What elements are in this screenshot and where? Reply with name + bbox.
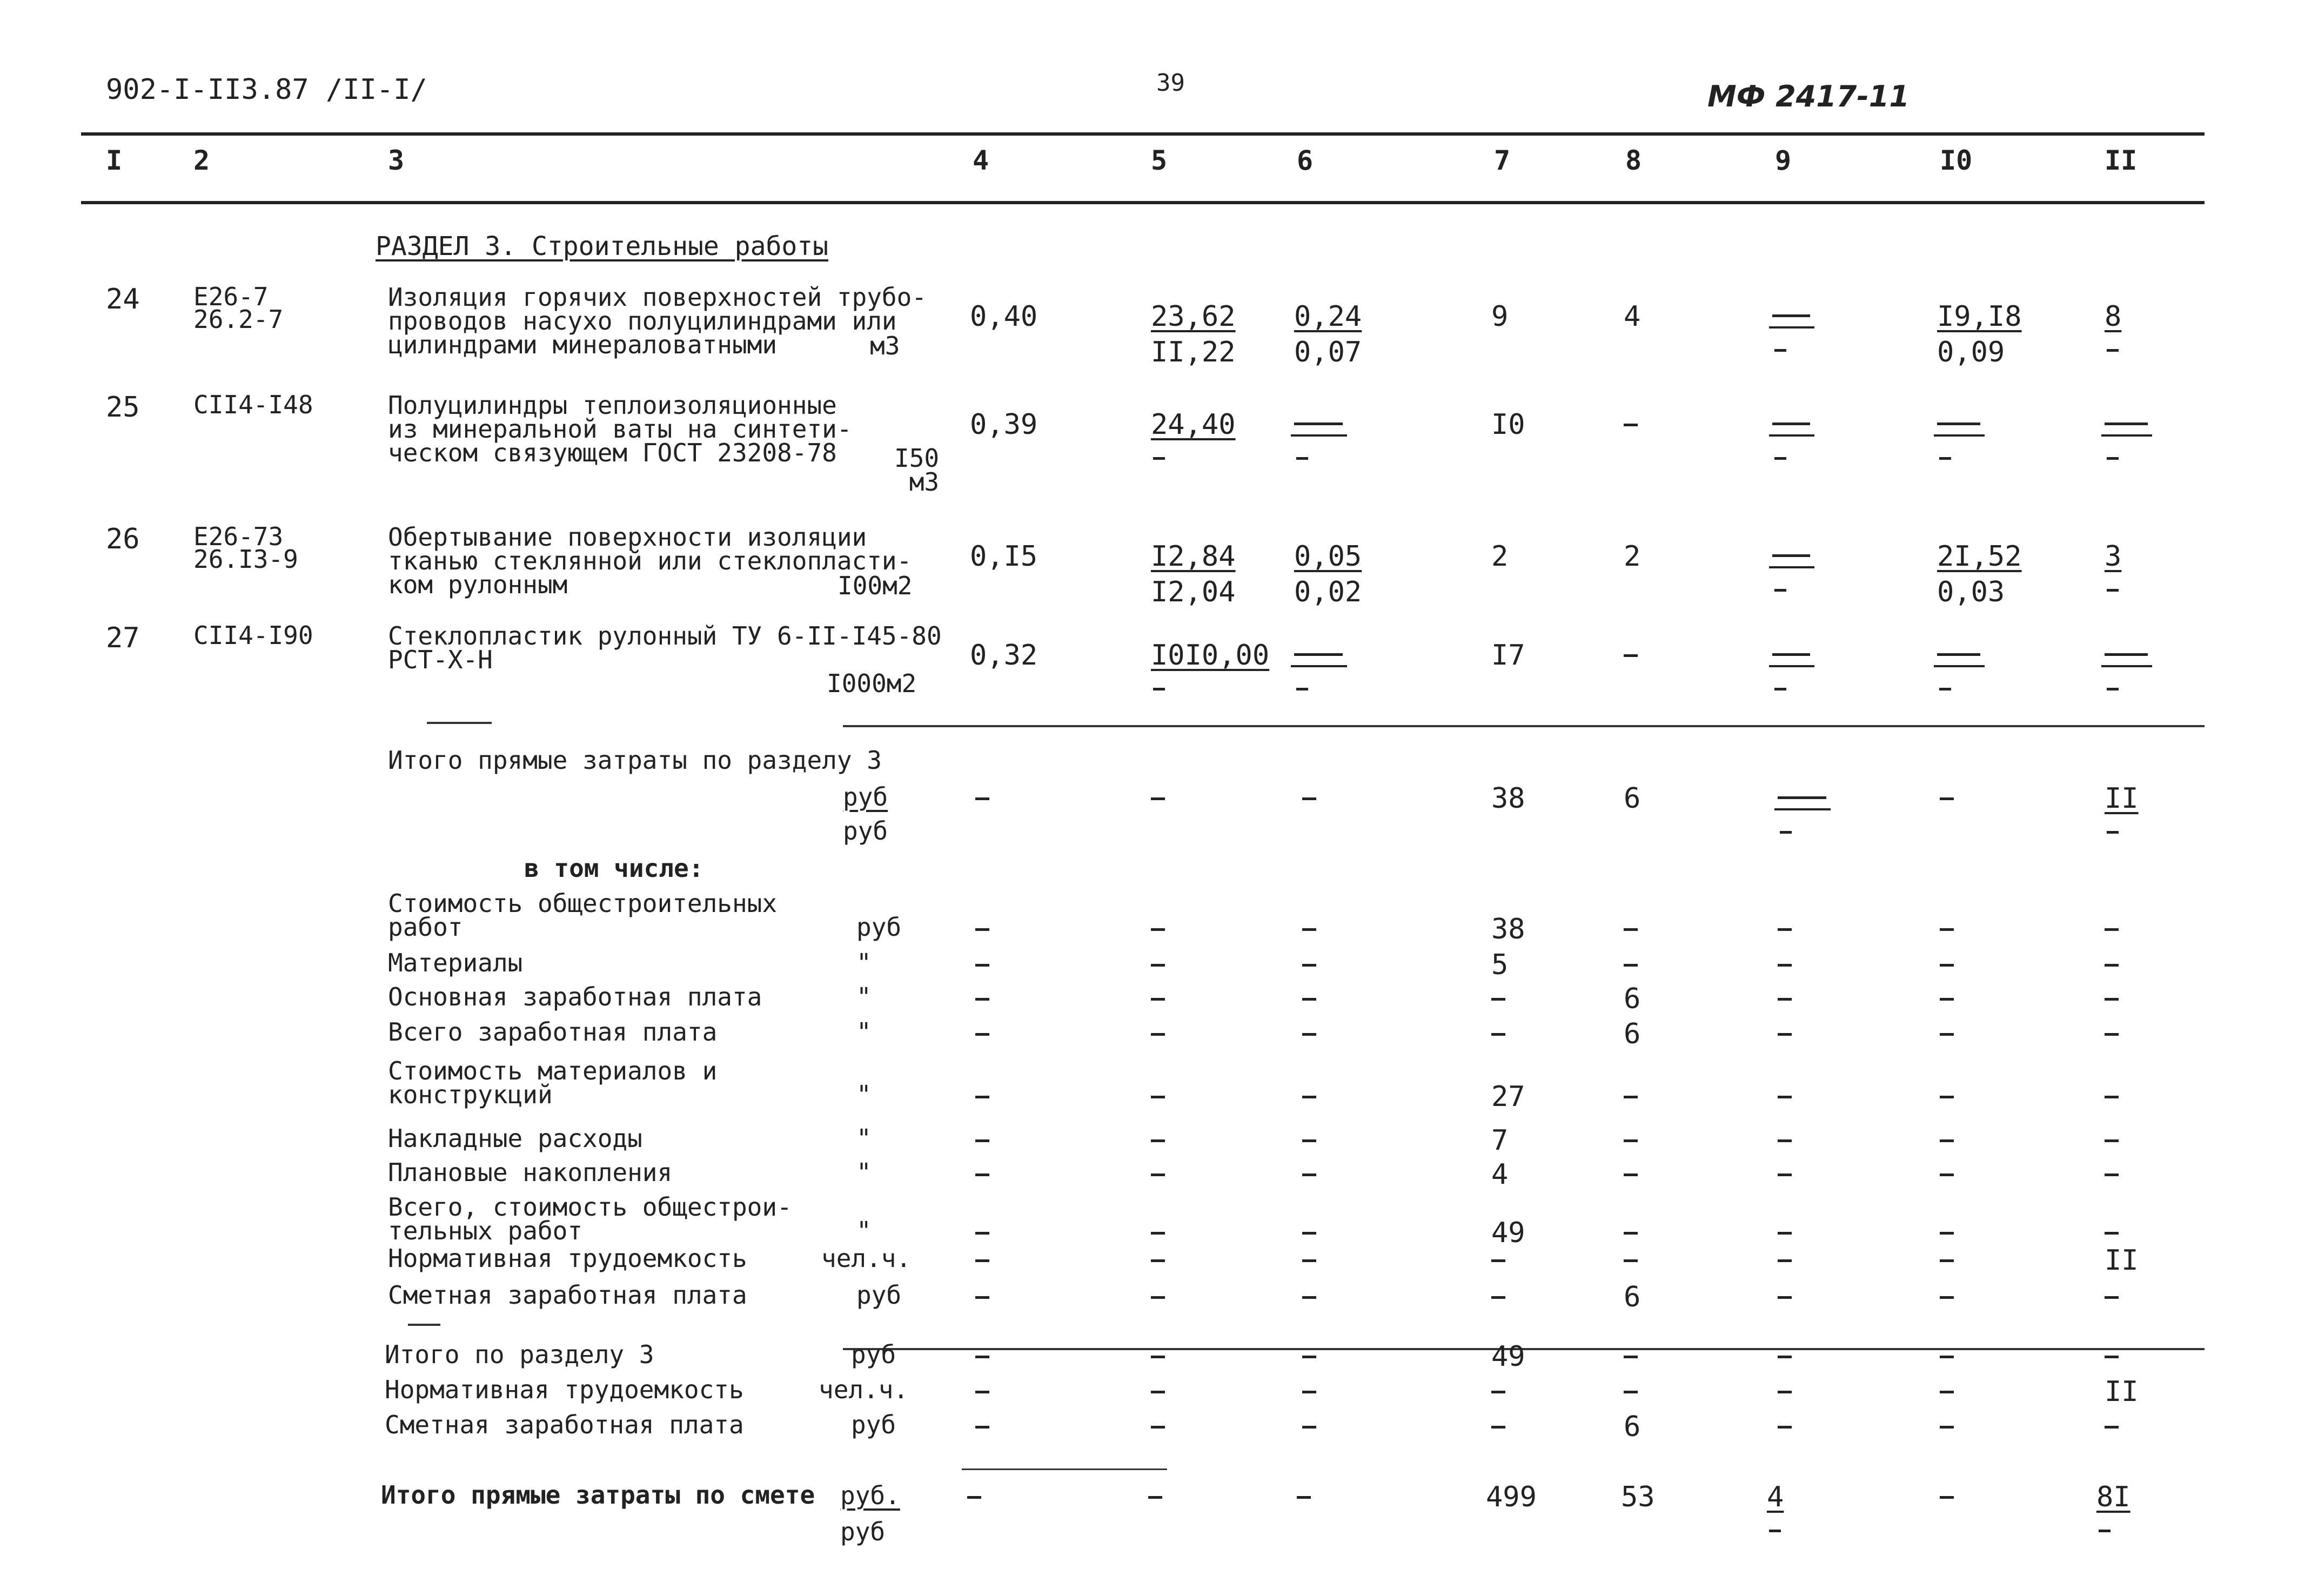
- unit-of-measure: м3: [870, 331, 900, 360]
- labor-unit-underline: [1934, 434, 1985, 437]
- breakdown-value-dash: [1778, 1173, 1792, 1176]
- column-header-9: 9: [1775, 145, 1792, 176]
- labor-unit-bottom-dash: [1939, 688, 1951, 690]
- total-cost: 9: [1491, 300, 1509, 333]
- breakdown-value-dash: [1302, 1296, 1316, 1299]
- breakdown-label: Сметная заработная плата: [388, 1280, 747, 1310]
- section-title: РАЗДЕЛ 3. Строительные работы: [376, 231, 829, 261]
- total-cost: I0: [1491, 408, 1525, 441]
- section-total-value: 6: [1624, 1411, 1641, 1443]
- work-description: Изоляция горячих поверхностей трубо- проводов насухо полуцилиндрами или цилиндрами минераловатными: [388, 283, 927, 359]
- breakdown-value-dash: [1302, 1096, 1316, 1098]
- row-number: 26: [106, 523, 140, 555]
- unit-wage-underline: [1291, 665, 1347, 667]
- section-total-rule-left: [408, 1324, 440, 1326]
- breakdown-value-dash: [1491, 1033, 1505, 1036]
- section-total-value-dash: [2105, 1426, 2119, 1429]
- section-total-value-dash: [1151, 1356, 1165, 1358]
- breakdown-label: Накладные расходы: [388, 1124, 642, 1153]
- grand-total-labor-unit-dash: [1940, 1496, 1954, 1499]
- breakdown-value-dash: [975, 1033, 989, 1036]
- totals-machine-top-dash: [1778, 796, 1826, 799]
- breakdown-value: 49: [1491, 1217, 1525, 1249]
- section-total-value-dash: [975, 1356, 989, 1358]
- breakdown-label: Плановые накопления: [388, 1158, 673, 1187]
- breakdown-value: 38: [1491, 913, 1525, 945]
- total-cost: 2: [1491, 540, 1509, 573]
- breakdown-value: 5: [1491, 949, 1509, 981]
- labor-unit-top: 2I,52: [1937, 540, 2022, 573]
- section-total-value-dash: [1940, 1356, 1954, 1358]
- column-header-6: 6: [1297, 145, 1314, 176]
- section-total-unit: руб: [851, 1340, 896, 1369]
- labor-total-underline: [2101, 434, 2152, 437]
- machine-cost-bottom-dash: [1774, 589, 1786, 592]
- work-description: Обертывание поверхности изоляции тканью стеклянной или стеклопласти- ком рулонным: [388, 522, 912, 599]
- section-total-label: Сметная заработная плата: [385, 1410, 744, 1439]
- breakdown-value-dash: [1491, 1259, 1505, 1262]
- totals-labor-unit-dash: [1940, 797, 1954, 800]
- breakdown-value-dash: [1302, 928, 1316, 931]
- section-total-label: Итого по разделу 3: [385, 1340, 654, 1369]
- machine-cost-top-dash: [1772, 314, 1810, 317]
- items-bottom-rule: [843, 725, 2205, 727]
- items-bottom-rule-left: [427, 722, 492, 724]
- labor-unit-top-dash: [1937, 653, 1980, 656]
- totals-unit-cost-dash: [1151, 797, 1165, 800]
- breakdown-value-dash: [1778, 1096, 1792, 1098]
- grand-total-wage: 53: [1621, 1481, 1655, 1513]
- breakdown-value-dash: [1778, 1139, 1792, 1142]
- breakdown-value-dash: [1940, 1232, 1954, 1235]
- section-total-value-dash: [1624, 1356, 1638, 1358]
- section-total-value-dash: [975, 1391, 989, 1393]
- section-total-label: Нормативная трудоемкость: [385, 1375, 744, 1404]
- section-total-value: 49: [1491, 1340, 1525, 1373]
- breakdown-label: Материалы: [388, 948, 523, 977]
- grand-total-quantity-dash: [967, 1496, 981, 1499]
- rate-code: Е26-7 26.2-7: [193, 282, 284, 334]
- header-bottom-rule: [81, 201, 2205, 204]
- totals-machine-bottom-dash: [1780, 831, 1792, 834]
- breakdown-value-dash: [1778, 964, 1792, 967]
- breakdown-value-dash: [1624, 1096, 1638, 1098]
- breakdown-value-dash: [1624, 1259, 1638, 1262]
- grand-total-rule: [962, 1468, 1167, 1470]
- breakdown-value-dash: [1940, 1096, 1954, 1098]
- breakdown-value-dash: [1151, 964, 1165, 967]
- breakdown-value-dash: [1778, 998, 1792, 1001]
- quantity: 0,I5: [970, 540, 1038, 573]
- totals-labor-total-bottom-dash: [2107, 831, 2119, 834]
- breakdown-value-dash: [1151, 1259, 1165, 1262]
- unit-wage-bottom: 0,07: [1294, 336, 1362, 368]
- handwritten-stamp: МФ 2417-11: [1707, 79, 1910, 113]
- totals-wage: 6: [1624, 782, 1641, 815]
- section-total-value-dash: [1940, 1426, 1954, 1429]
- machine-cost-bottom-dash: [1774, 688, 1786, 690]
- unit-cost-bottom-dash: [1153, 688, 1165, 690]
- unit-wage-top: 0,05: [1294, 540, 1362, 573]
- section-total-value-dash: [1151, 1391, 1165, 1393]
- section-total-value-dash: [2105, 1356, 2119, 1358]
- grand-total-machine-bottom-dash: [1769, 1530, 1781, 1532]
- section-total-unit: руб: [851, 1410, 896, 1439]
- totals-machine-underline: [1774, 808, 1831, 810]
- breakdown-value-dash: [1778, 1232, 1792, 1235]
- unit-wage-bottom-dash: [1296, 688, 1308, 690]
- breakdown-value-dash: [1151, 1033, 1165, 1036]
- machine-cost-underline: [1769, 665, 1814, 667]
- grand-total-labor-total-bottom-dash: [2099, 1530, 2111, 1532]
- machine-cost-underline: [1769, 326, 1814, 328]
- breakdown-value: 6: [1624, 1281, 1641, 1313]
- breakdown-value-dash: [975, 1173, 989, 1176]
- unit-of-measure: I000м2: [827, 669, 917, 698]
- section-total-value-dash: [1778, 1426, 1792, 1429]
- section-total-value-dash: [1778, 1391, 1792, 1393]
- breakdown-value-dash: [1624, 928, 1638, 931]
- machine-cost-top-dash: [1772, 554, 1810, 557]
- totals-unit-wage-dash: [1302, 797, 1316, 800]
- breakdown-value-dash: [1302, 998, 1316, 1001]
- machine-cost-underline: [1769, 434, 1814, 437]
- breakdown-label: Всего, стоимость общестрои- тельных работ: [388, 1192, 792, 1245]
- breakdown-value-dash: [1778, 1033, 1792, 1036]
- section-total-value-dash: [1491, 1426, 1505, 1429]
- breakdown-unit: чел.ч.: [821, 1244, 912, 1273]
- quantity: 0,39: [970, 408, 1038, 441]
- breakdown-value-dash: [1491, 998, 1505, 1001]
- breakdown-value-dash: [1302, 1139, 1316, 1142]
- breakdown-unit: руб: [856, 913, 902, 942]
- breakdown-unit: ": [856, 1124, 872, 1153]
- breakdown-value-dash: [1940, 998, 1954, 1001]
- quantity: 0,40: [970, 300, 1038, 333]
- breakdown-value-dash: [1151, 998, 1165, 1001]
- section-total-value-dash: [1778, 1356, 1792, 1358]
- unit-cost-top: 24,40: [1151, 408, 1236, 441]
- totals-unit-top: руб: [843, 782, 888, 812]
- breakdown-value-dash: [1151, 928, 1165, 931]
- labor-total-bottom-dash: [2107, 589, 2119, 592]
- including-label: в том числе:: [524, 854, 704, 883]
- breakdown-value-dash: [1624, 1139, 1638, 1142]
- labor-total-bottom-dash: [2107, 457, 2119, 460]
- section-total-value-dash: [1151, 1426, 1165, 1429]
- breakdown-value-dash: [2105, 1296, 2119, 1299]
- rate-code: Е26-73 26.I3-9: [193, 522, 298, 574]
- breakdown-value-dash: [2105, 1096, 2119, 1098]
- breakdown-value-dash: [975, 1296, 989, 1299]
- breakdown-value: 6: [1624, 1018, 1641, 1050]
- total-wage-dash: [1624, 654, 1638, 657]
- breakdown-value-dash: [1151, 1232, 1165, 1235]
- breakdown-value-dash: [1940, 1296, 1954, 1299]
- labor-unit-bottom-dash: [1939, 457, 1951, 460]
- breakdown-value: II: [2105, 1244, 2139, 1277]
- machine-cost-bottom-dash: [1774, 457, 1786, 460]
- unit-cost-top: I2,84: [1151, 540, 1236, 573]
- breakdown-unit: ": [856, 1158, 872, 1187]
- unit-cost-bottom-dash: [1153, 457, 1165, 460]
- totals-cost: 38: [1491, 782, 1525, 815]
- grand-total-unit-top: руб.: [840, 1481, 900, 1510]
- breakdown-value-dash: [1778, 1259, 1792, 1262]
- total-wage-dash: [1624, 424, 1638, 426]
- breakdown-value-dash: [975, 1232, 989, 1235]
- breakdown-value-dash: [1302, 1173, 1316, 1176]
- machine-cost-underline: [1769, 566, 1814, 568]
- labor-total-top: 8: [2105, 300, 2122, 333]
- section-total-unit: чел.ч.: [819, 1375, 909, 1404]
- totals-title: Итого прямые затраты по разделу 3: [388, 746, 882, 775]
- work-description: Полуцилиндры теплоизоляционные из минеральной ваты на синтети- ческом связующем ГОСТ 23208-78: [388, 391, 852, 467]
- column-header-10: I0: [1940, 145, 1973, 176]
- document-code: 902-I-II3.87 /II-I/: [106, 73, 427, 106]
- labor-total-bottom-dash: [2107, 349, 2119, 352]
- row-number: 27: [106, 622, 140, 654]
- column-header-11: II: [2105, 145, 2138, 176]
- breakdown-value-dash: [2105, 964, 2119, 967]
- section-total-value-dash: [1624, 1391, 1638, 1393]
- breakdown-value-dash: [975, 928, 989, 931]
- totals-quantity-dash: [975, 797, 989, 800]
- header-top-rule: [81, 132, 2205, 136]
- machine-cost-top-dash: [1772, 653, 1810, 656]
- breakdown-label: Нормативная трудоемкость: [388, 1244, 747, 1273]
- column-header-5: 5: [1151, 145, 1168, 176]
- section-total-value-dash: [1302, 1356, 1316, 1358]
- unit-wage-top: 0,24: [1294, 300, 1362, 333]
- row-number: 25: [106, 391, 140, 424]
- labor-total-underline: [2101, 665, 2152, 667]
- breakdown-label: Стоимость общестроительных работ: [388, 889, 778, 942]
- breakdown-value-dash: [975, 1139, 989, 1142]
- breakdown-value-dash: [1940, 928, 1954, 931]
- breakdown-value-dash: [1302, 964, 1316, 967]
- breakdown-value-dash: [975, 1096, 989, 1098]
- breakdown-value-dash: [2105, 1139, 2119, 1142]
- grand-total-unit-wage-dash: [1297, 1496, 1311, 1499]
- grand-total-labor-total-top: 8I: [2096, 1481, 2130, 1513]
- breakdown-value-dash: [1151, 1296, 1165, 1299]
- breakdown-value-dash: [1624, 1232, 1638, 1235]
- column-header-4: 4: [973, 145, 989, 176]
- breakdown-unit: ": [856, 1080, 872, 1109]
- breakdown-value-dash: [1302, 1232, 1316, 1235]
- breakdown-value: 7: [1491, 1124, 1509, 1157]
- unit-wage-top-dash: [1294, 653, 1343, 656]
- labor-unit-top-dash: [1937, 423, 1980, 425]
- grand-total-unit-cost-dash: [1148, 1496, 1162, 1499]
- work-description: Стеклопластик рулонный ТУ 6-II-I45-80 РСТ-Х-Н: [388, 621, 942, 674]
- unit-cost-bottom: I2,04: [1151, 576, 1236, 608]
- column-header-3: 3: [388, 145, 405, 176]
- breakdown-value-dash: [1940, 1139, 1954, 1142]
- breakdown-value-dash: [2105, 1232, 2119, 1235]
- unit-wage-underline: [1291, 434, 1347, 437]
- labor-unit-underline: [1934, 665, 1985, 667]
- breakdown-value-dash: [975, 1259, 989, 1262]
- grand-total-cost: 499: [1486, 1481, 1537, 1513]
- breakdown-label: Всего заработная плата: [388, 1017, 718, 1047]
- breakdown-value: 4: [1491, 1158, 1509, 1191]
- labor-unit-top: I9,I8: [1937, 300, 2022, 333]
- breakdown-label: Стоимость материалов и конструкций: [388, 1056, 718, 1109]
- unit-wage-top-dash: [1294, 423, 1343, 425]
- breakdown-unit: руб: [856, 1280, 902, 1310]
- section-total-value-dash: [1302, 1426, 1316, 1429]
- breakdown-value-dash: [1940, 1173, 1954, 1176]
- unit-wage-bottom-dash: [1296, 457, 1308, 460]
- total-cost: I7: [1491, 639, 1525, 672]
- totals-labor-total-top: II: [2105, 782, 2139, 815]
- column-header-2: 2: [193, 145, 210, 176]
- rate-code: СII4-I90: [193, 621, 313, 650]
- breakdown-value-dash: [1624, 964, 1638, 967]
- column-header-1: I: [106, 145, 123, 176]
- unit-of-measure: I50 м3: [894, 444, 940, 497]
- total-wage: 2: [1624, 540, 1641, 573]
- grand-total-label: Итого прямые затраты по смете: [381, 1480, 815, 1510]
- column-header-8: 8: [1625, 145, 1642, 176]
- breakdown-value-dash: [2105, 928, 2119, 931]
- unit-of-measure: I00м2: [838, 571, 913, 600]
- breakdown-value-dash: [1491, 1296, 1505, 1299]
- breakdown-value: 27: [1491, 1081, 1525, 1113]
- unit-cost-top: I0I0,00: [1151, 639, 1270, 672]
- breakdown-unit: ": [856, 1216, 872, 1245]
- breakdown-value-dash: [1778, 1296, 1792, 1299]
- breakdown-value-dash: [1940, 1033, 1954, 1036]
- column-header-7: 7: [1494, 145, 1511, 176]
- labor-unit-bottom: 0,09: [1937, 336, 2005, 368]
- section-total-value-dash: [1940, 1391, 1954, 1393]
- unit-cost-top: 23,62: [1151, 300, 1236, 333]
- breakdown-value-dash: [975, 998, 989, 1001]
- breakdown-value-dash: [1302, 1259, 1316, 1262]
- breakdown-label: Основная заработная плата: [388, 982, 762, 1011]
- labor-total-top-dash: [2105, 423, 2148, 425]
- grand-total-unit-bottom: руб: [840, 1517, 886, 1546]
- breakdown-value-dash: [1151, 1096, 1165, 1098]
- page-number: 39: [1156, 69, 1185, 97]
- labor-total-top-dash: [2105, 653, 2148, 656]
- grand-total-machine-top: 4: [1767, 1481, 1784, 1513]
- rate-code: СII4-I48: [193, 390, 313, 419]
- totals-unit-bottom: руб: [843, 816, 888, 846]
- breakdown-unit: ": [856, 1017, 872, 1047]
- breakdown-unit: ": [856, 948, 872, 977]
- breakdown-value: 6: [1624, 983, 1641, 1015]
- row-number: 24: [106, 283, 140, 316]
- labor-unit-bottom: 0,03: [1937, 576, 2005, 608]
- breakdown-value-dash: [1151, 1173, 1165, 1176]
- section-total-value: II: [2105, 1376, 2139, 1408]
- breakdown-value-dash: [1624, 1173, 1638, 1176]
- breakdown-unit: ": [856, 982, 872, 1011]
- labor-total-top: 3: [2105, 540, 2122, 573]
- unit-cost-bottom: II,22: [1151, 336, 1236, 368]
- breakdown-value-dash: [1940, 964, 1954, 967]
- quantity: 0,32: [970, 639, 1038, 672]
- breakdown-value-dash: [1940, 1259, 1954, 1262]
- section-total-value-dash: [1302, 1391, 1316, 1393]
- breakdown-value-dash: [2105, 1033, 2119, 1036]
- section-total-value-dash: [975, 1426, 989, 1429]
- machine-cost-top-dash: [1772, 423, 1810, 425]
- unit-wage-bottom: 0,02: [1294, 576, 1362, 608]
- section-total-value-dash: [1491, 1391, 1505, 1393]
- breakdown-value-dash: [1302, 1033, 1316, 1036]
- breakdown-value-dash: [975, 964, 989, 967]
- total-wage: 4: [1624, 300, 1641, 333]
- labor-total-bottom-dash: [2107, 688, 2119, 690]
- breakdown-value-dash: [2105, 1173, 2119, 1176]
- breakdown-value-dash: [1778, 928, 1792, 931]
- machine-cost-bottom-dash: [1774, 349, 1786, 352]
- breakdown-value-dash: [1151, 1139, 1165, 1142]
- breakdown-value-dash: [2105, 998, 2119, 1001]
